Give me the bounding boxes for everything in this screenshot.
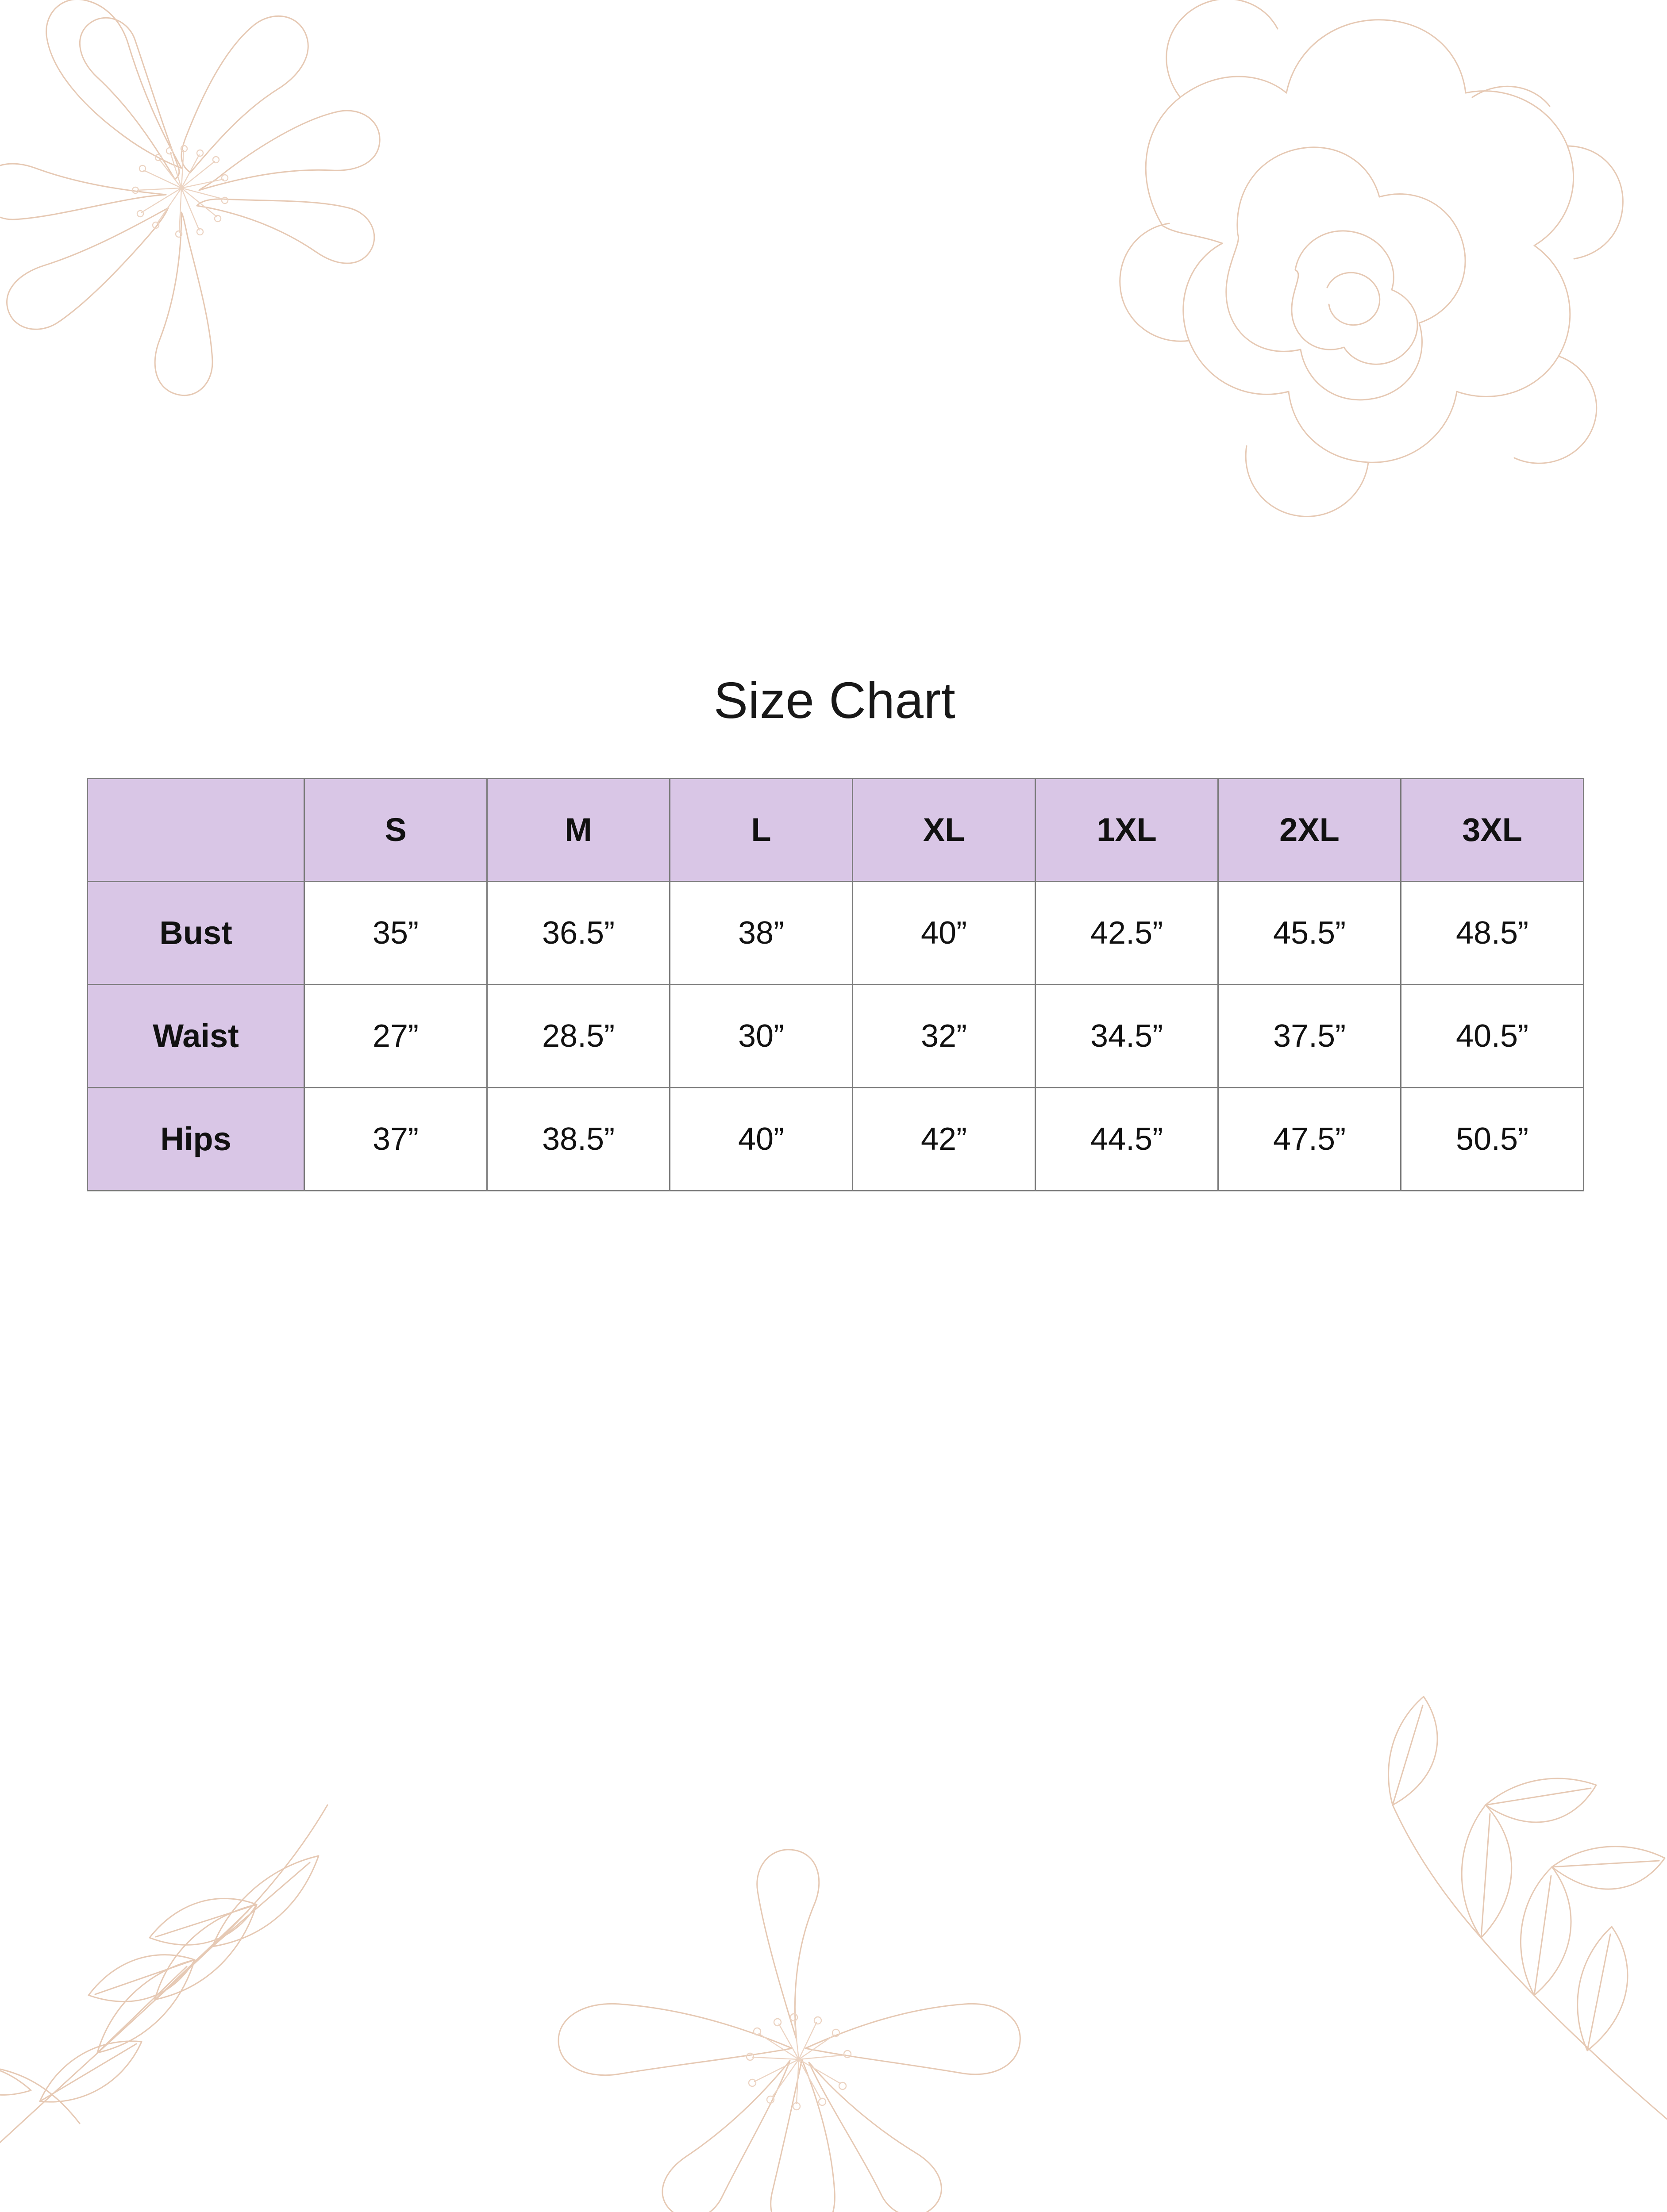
cell-waist-2xl: 37.5” xyxy=(1218,984,1401,1087)
cell-waist-s: 27” xyxy=(304,984,487,1087)
size-chart-table xyxy=(87,778,1584,1191)
cell-bust-1xl: 42.5” xyxy=(1036,881,1218,984)
column-header-xl: XL xyxy=(853,778,1036,881)
cell-bust-s: 35” xyxy=(304,881,487,984)
cell-hips-xl: 42” xyxy=(853,1087,1036,1190)
cell-waist-l: 30” xyxy=(670,984,853,1087)
table-body xyxy=(88,881,1584,1190)
column-header-1xl: 1XL xyxy=(1036,778,1218,881)
cell-waist-3xl: 40.5” xyxy=(1401,984,1584,1087)
cell-bust-3xl: 48.5” xyxy=(1401,881,1584,984)
row-label-hips: Hips xyxy=(88,1087,304,1190)
column-header-3xl: 3XL xyxy=(1401,778,1584,881)
cell-hips-m: 38.5” xyxy=(487,1087,670,1190)
cell-bust-m: 36.5” xyxy=(487,881,670,984)
table-row xyxy=(88,881,1584,984)
row-label-waist: Waist xyxy=(88,984,304,1087)
cell-hips-l: 40” xyxy=(670,1087,853,1190)
cell-bust-2xl: 45.5” xyxy=(1218,881,1401,984)
cell-hips-3xl: 50.5” xyxy=(1401,1087,1584,1190)
column-header-l: L xyxy=(670,778,853,881)
table-header-row xyxy=(88,778,1584,881)
column-header-m: M xyxy=(487,778,670,881)
table-header xyxy=(88,778,1584,881)
cell-waist-1xl: 34.5” xyxy=(1036,984,1218,1087)
table-row xyxy=(88,1087,1584,1190)
size-chart-block xyxy=(87,672,1582,1191)
cell-hips-1xl: 44.5” xyxy=(1036,1087,1218,1190)
row-label-bust: Bust xyxy=(88,881,304,984)
cell-bust-l: 38” xyxy=(670,881,853,984)
table-row xyxy=(88,984,1584,1087)
column-header-2xl: 2XL xyxy=(1218,778,1401,881)
cell-hips-s: 37” xyxy=(304,1087,487,1190)
column-header-s: S xyxy=(304,778,487,881)
cell-hips-2xl: 47.5” xyxy=(1218,1087,1401,1190)
cell-waist-xl: 32” xyxy=(853,984,1036,1087)
cell-bust-xl: 40” xyxy=(853,881,1036,984)
table-corner-cell xyxy=(88,778,304,881)
page-title: Size Chart xyxy=(713,672,956,729)
cell-waist-m: 28.5” xyxy=(487,984,670,1087)
